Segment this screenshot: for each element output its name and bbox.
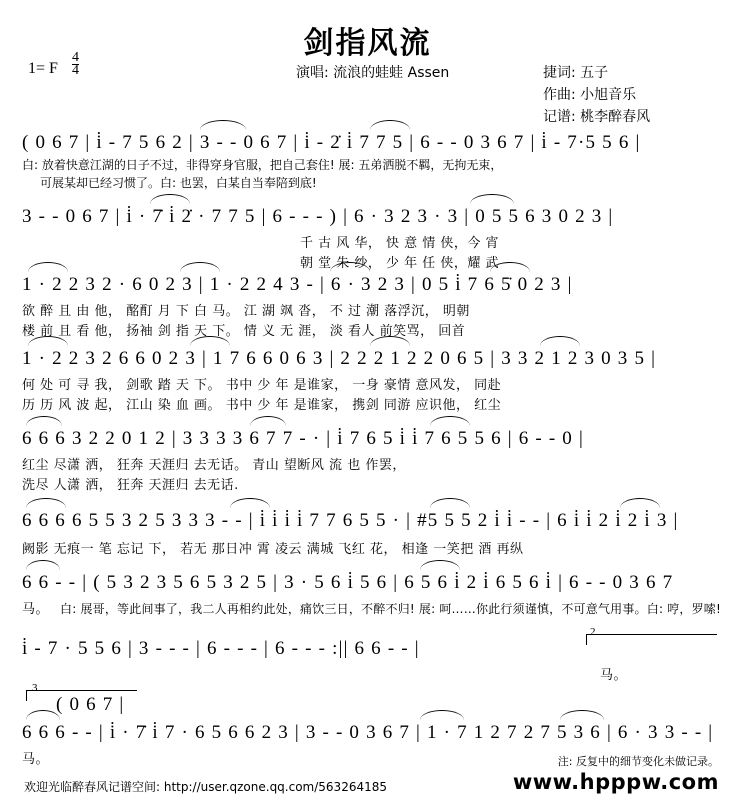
time-signature-numerator: 4 [72,50,79,65]
credit-lyricist: 捷词: 五子 [543,65,609,81]
slur-arc [26,498,66,508]
music-system-4-lyric-verse2: 历 历 风 波 起， 江山 染 血 画。 书中 少 年 是谁家， 携剑 同游 应识他， 红尘 [22,398,502,413]
music-system-1-notes: ( 0 6 7 | i̇ - 7 5 6 2 | 3 - - 0 6 7 | i̇ - 2̇ i̇ 7 7 5 | 6 - - 0 3 6 7 | i̇ - 7·5 5 6 | [22,132,641,153]
slur-arc [490,262,530,272]
footer-watermark: www.hpppw.com [512,770,719,794]
slur-arc [230,498,270,508]
transcription-note: 注: 反复中的细节变化未做记录。 [557,755,719,768]
slur-arc [560,710,604,720]
music-system-6-lyric: 阙影 无痕一 笔 忘记 下， 若无 那日冲 霄 凌云 满城 飞红 花， 相逢 一笑把 酒 再纵 [22,542,524,557]
music-system-7-notes: 6 6 - - | ( 5 3 2 3 5 6 5 3 2 5 | 3 · 5 6 i̇ 5 6 | 6 5 6 i̇ 2 i̇ 6 5 6 i̇ | 6 - - 0 3 6 7 [22,572,674,593]
slur-arc [430,498,470,508]
music-system-4-notes: 1 · 2 2 3 2 6 6 0 2 3 | 1 7 6 6 0 6 3 | 2 2 2 1 2 2 0 6 5 | 3 3 2 1 2 3 0 3 5 | [22,348,657,369]
music-system-3-lyric-verse1: 欲 醉 且 由 他， 酩酊 月 下 白 马。 江 湖 飒 沓， 不 过 潮 落浮沉， 明朝 [22,304,470,319]
music-system-8-notes: i̇ - 7 · 5 5 6 | 3 - - - | 6 - - - | 6 - - - :|| 6 6 - - | [22,638,420,659]
music-system-3-lyric-verse2: 楼 前 且 看 他， 扬袖 剑 指 天 下。 情 义 无 涯， 淡 看人 前笑骂， 回首 [22,324,466,339]
music-system-5-notes: 6 6 6 3 2 2 0 1 2 | 3 3 3 3 6 7 7 - · | i̇ 7 6 5 i̇ i̇ 7 6 5 5 6 | 6 - - 0 | [22,428,584,449]
music-system-3-notes: 1 · 2 2 3 2 · 6 0 2 3 | 1 · 2 2 4 3 - | 6 · 3 2 3 | 0 5 i̇ 7 6 5̇ 0 2 3 | [22,274,573,295]
slur-arc [26,710,60,720]
music-system-1-spoken-2: 可展某却已经习惯了。白: 也罢，白某自当奉陪到底! [40,176,317,190]
slur-arc [26,560,60,570]
slur-arc [26,416,62,426]
slur-arc [28,262,68,272]
slur-arc [430,416,470,426]
music-system-8-lyric: 马。 [600,668,628,683]
music-system-5-lyric-verse2: 洗尽 人潇 洒， 狂奔 天涯归 去无话. [22,478,239,493]
music-system-9-notes: ( 0 6 7 | [56,694,125,715]
slur-arc [470,194,514,204]
slur-arc [150,194,190,204]
music-system-7-lyric: 马。 [22,602,50,617]
repeat-bracket-3-number: 3 [32,682,38,694]
repeat-bracket-2 [586,634,717,645]
credit-singer: 演唱: 流浪的蛙蛙 Assen [296,65,450,81]
slur-arc [420,710,464,720]
music-system-7-spoken: 白: 展哥，等此间事了，我二人再相约此处，痛饮三日，不醉不归! 展: 呵……你此行须谨慎，不可意气用事。白: 哼，罗嗦! [60,602,722,616]
repeat-bracket-2-number: 2 [590,626,596,638]
music-system-2-lyric-verse2: 朝 堂 朱 纱， 少 年 任 侠，耀 武 [300,256,500,271]
music-system-6-notes: 6 6 6 6 5 5 3 2 5 3 3 3 - - | i̇ i̇ i̇ i̇ 7 7 6 5 5 · | #5 5 5 2 i̇ i̇ - - | 6 i̇ i̇ 2 i̇ 2 i̇ 3 | [22,510,679,531]
time-signature [72,52,79,77]
slur-arc [180,262,220,272]
slur-arc [620,498,660,508]
music-system-2-notes: 3 - - 0 6 7 | i̇ · 7̇ i̇ 2̇ · 7 7 5 | 6 - - - ) | 6 · 3 2 3 · 3 | 0 5 5 6 3 0 2 3 | [22,206,614,227]
music-system-5-lyric-verse1: 红尘 尽潇 洒， 狂奔 天涯归 去无话。 青山 望断风 流 也 作罢， [22,458,406,473]
credit-transcriber: 记谱: 桃李醉春风 [543,109,651,125]
music-system-10-lyric: 马。 [22,752,50,767]
music-system-10-notes: 6 6 6 - - | i̇ · 7̇ i̇ 7 · 6 5 6 6 2 3 | 3 - - 0 3 6 7 | 1 · 7 1 2 7 2 7 5 3 6 | 6 · 3 3 - - | [22,722,714,743]
key-signature: 1= F [28,60,58,77]
footer-credit-link[interactable]: 欢迎光临醉春风记谱空间: http://user.qzone.qq.com/563264185 [24,780,388,794]
slur-arc [250,416,286,426]
music-system-4-lyric-verse1: 何 处 可 寻 我， 剑歌 踏 天 下。 书中 少 年 是谁家， 一身 豪情 意风发， 同赴 [22,378,502,393]
slur-arc [370,120,410,130]
credit-composer: 作曲: 小旭音乐 [543,87,637,103]
music-system-2-lyric-verse1: 千 古 风 华， 快 意 情 侠，今 宵 [300,236,500,251]
slur-arc [420,560,460,570]
slur-arc [540,336,580,346]
slur-arc [200,120,246,130]
time-signature-denominator: 4 [72,63,79,78]
music-system-1-spoken-1: 白: 放着快意江湖的日子不过，非得穿身官服，把自己套住! 展: 五弟洒脱不羁，无拘无束， [22,158,503,172]
page-title: 剑指风流 [303,26,432,61]
